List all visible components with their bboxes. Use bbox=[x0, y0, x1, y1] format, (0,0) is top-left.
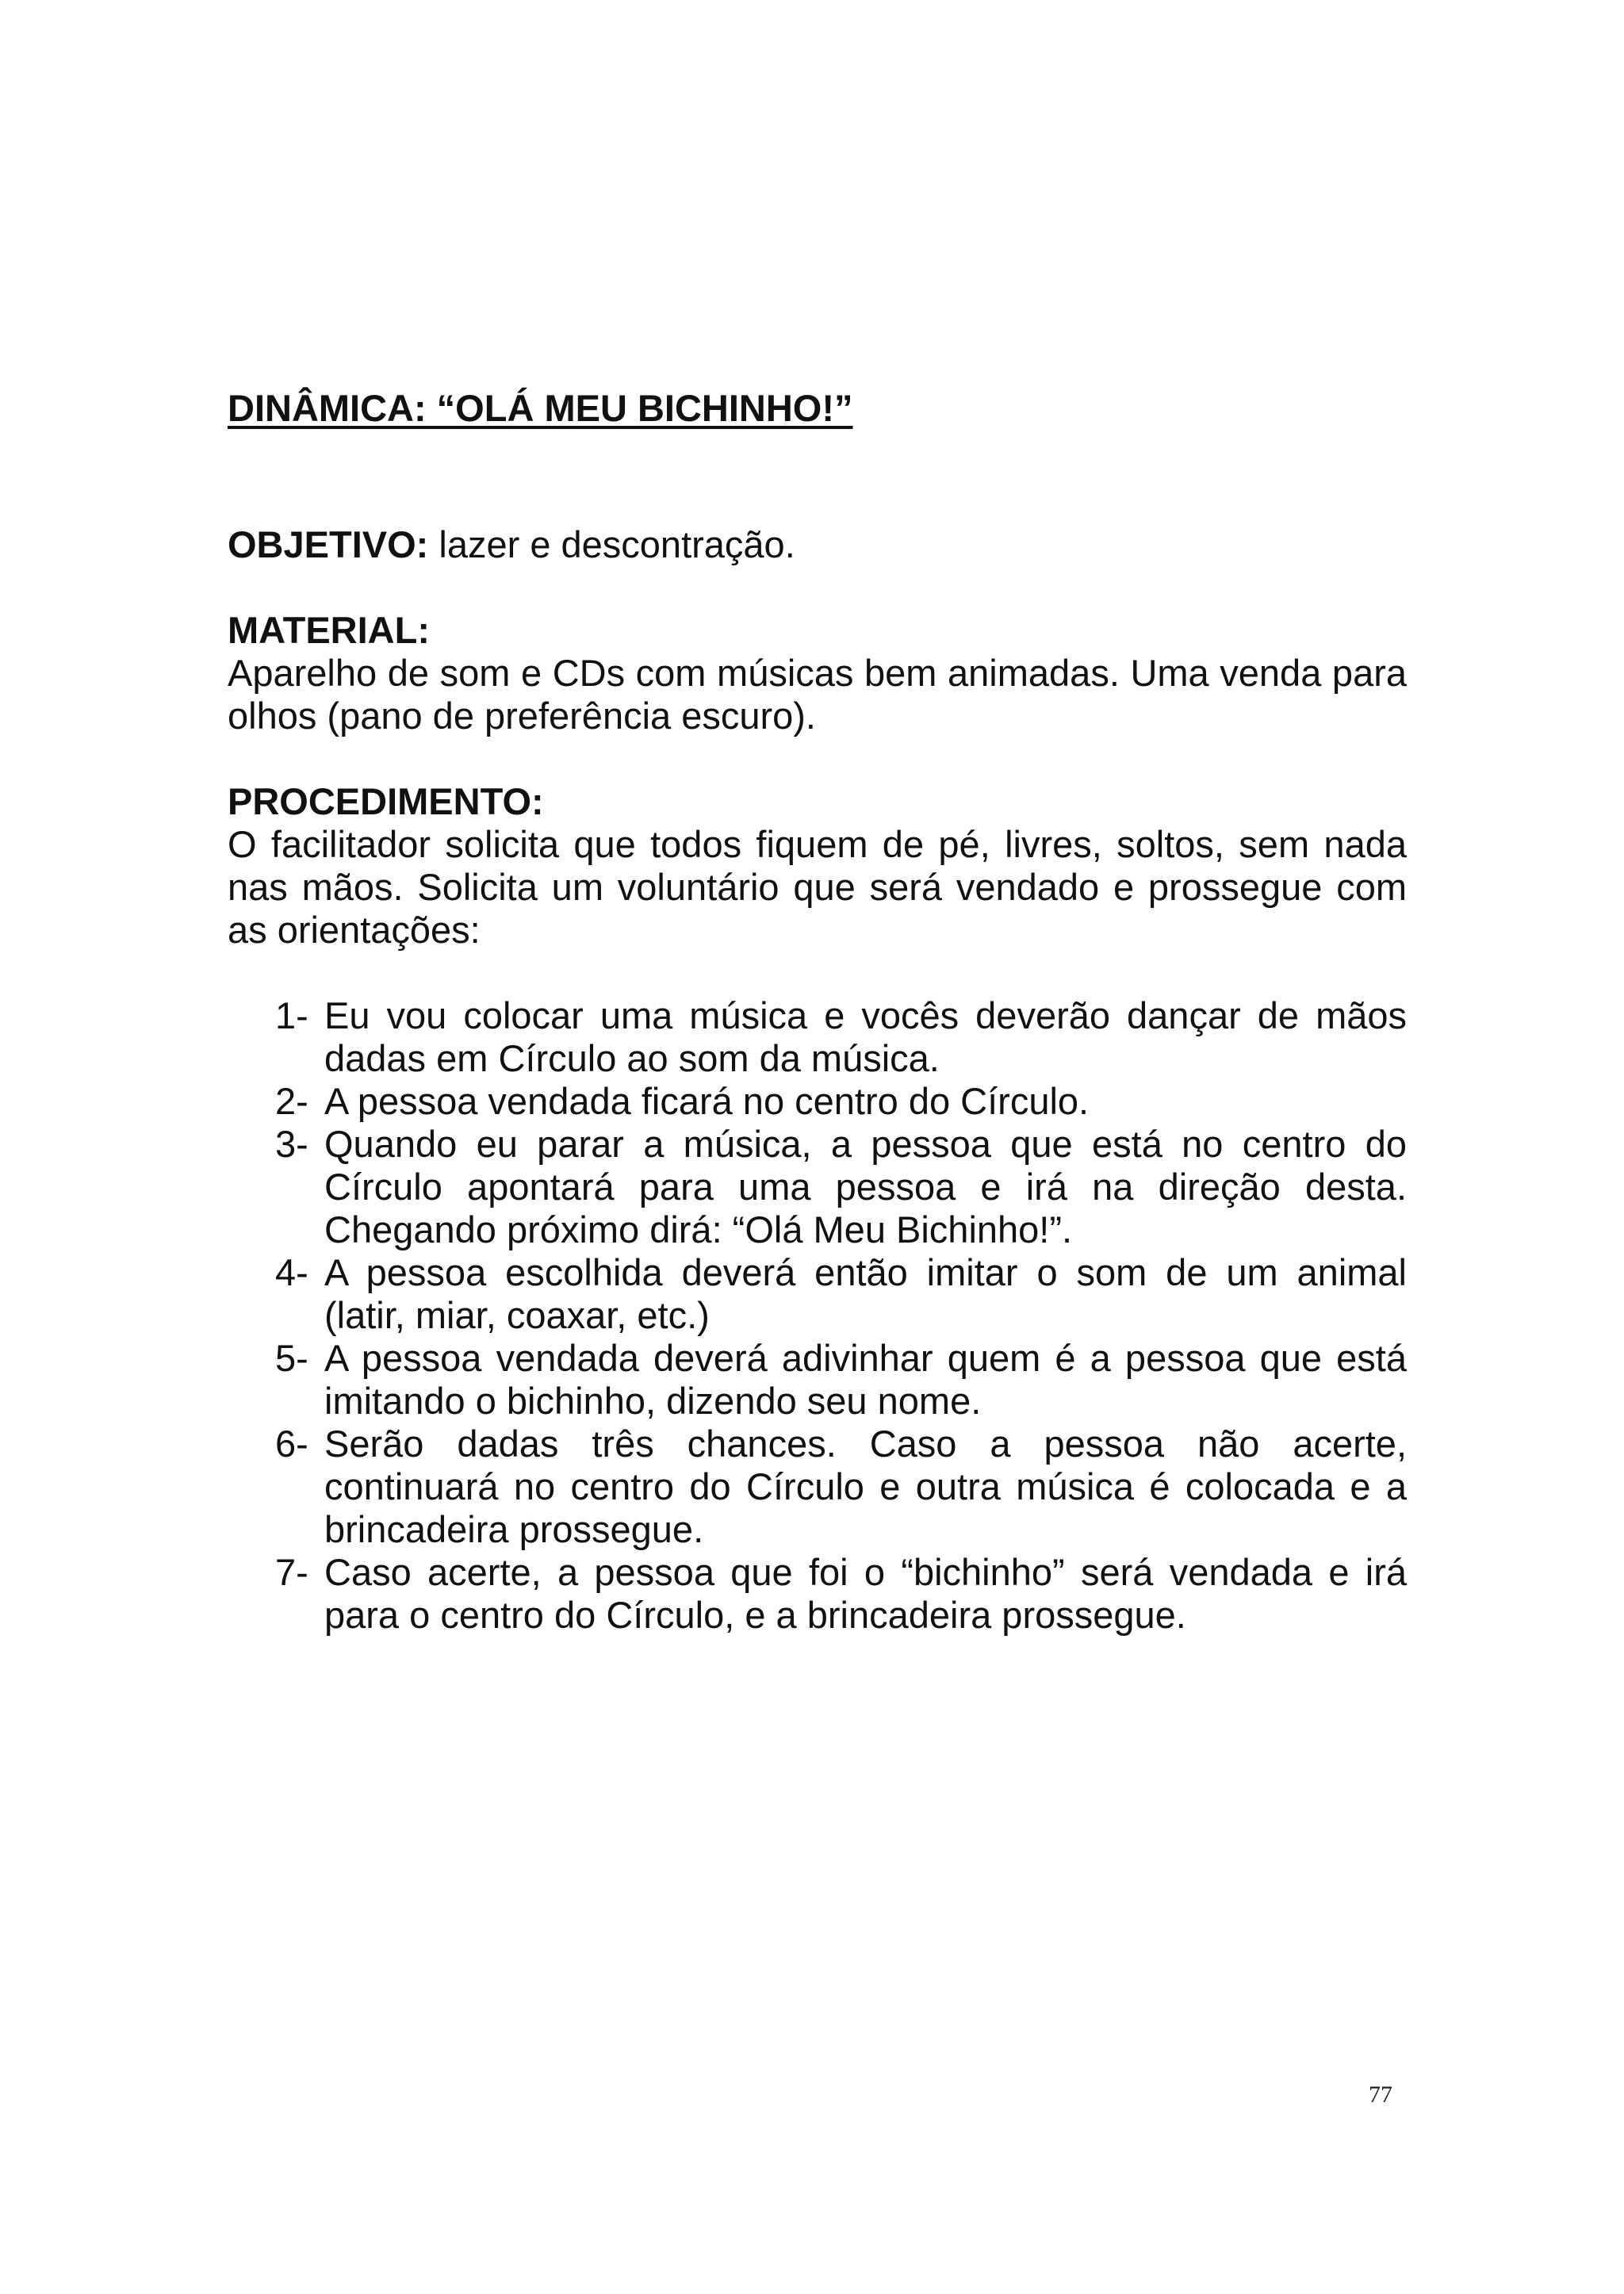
step-item-4 bbox=[228, 1251, 1407, 1337]
objective-text: lazer e descontração. bbox=[428, 523, 795, 565]
step-text: A pessoa vendada deverá adivinhar quem é a pessoa que está imitando o bichinho, dizendo seu nome. bbox=[324, 1337, 1407, 1422]
page-number: 77 bbox=[1369, 2081, 1392, 2108]
material-label: MATERIAL: bbox=[228, 609, 430, 651]
step-number: 4- bbox=[275, 1251, 308, 1293]
step-text: Serão dadas três chances. Caso a pessoa não acerte, continuará no centro do Círculo e outra música é colocada e a brincadeira prossegue. bbox=[324, 1423, 1407, 1550]
step-number: 5- bbox=[275, 1337, 308, 1379]
step-item-5 bbox=[228, 1337, 1407, 1423]
step-item-6 bbox=[228, 1423, 1407, 1551]
step-item-2 bbox=[228, 1080, 1407, 1123]
page-title: DINÂMICA: “OLÁ MEU BICHINHO!” bbox=[228, 387, 853, 429]
step-text: Caso acerte, a pessoa que foi o “bichinho” será vendada e irá para o centro do Círculo, e a brincadeira prossegue. bbox=[324, 1551, 1407, 1636]
page-content bbox=[228, 387, 1407, 1637]
step-number: 6- bbox=[275, 1423, 308, 1465]
step-text: A pessoa escolhida deverá então imitar o som de um animal (latir, miar, coaxar, etc.) bbox=[324, 1251, 1407, 1336]
material-text: Aparelho de som e CDs com músicas bem animadas. Uma venda para olhos (pano de preferência escuro). bbox=[228, 652, 1407, 737]
step-number: 3- bbox=[275, 1123, 308, 1165]
step-item-3 bbox=[228, 1123, 1407, 1251]
step-text: A pessoa vendada ficará no centro do Círculo. bbox=[324, 1080, 1090, 1122]
step-number: 7- bbox=[275, 1551, 308, 1593]
material-section bbox=[228, 609, 1407, 737]
procedure-label: PROCEDIMENTO: bbox=[228, 780, 544, 822]
step-item-7 bbox=[228, 1551, 1407, 1637]
step-text: Eu vou colocar uma música e vocês deverão dançar de mãos dadas em Círculo ao som da música. bbox=[324, 994, 1407, 1079]
objective-label: OBJETIVO: bbox=[228, 523, 429, 565]
objective-section bbox=[228, 523, 1407, 566]
procedure-text: O facilitador solicita que todos fiquem de pé, livres, soltos, sem nada nas mãos. Solicita um voluntário que será vendado e prossegue com as orientações: bbox=[228, 823, 1407, 951]
step-text: Quando eu parar a música, a pessoa que está no centro do Círculo apontará para uma pessoa e irá na direção desta. Chegando próximo dirá: “Olá Meu Bichinho!”. bbox=[324, 1123, 1407, 1250]
step-number: 2- bbox=[275, 1080, 308, 1122]
procedure-steps-list bbox=[228, 994, 1407, 1637]
step-item-1 bbox=[228, 994, 1407, 1080]
procedure-section bbox=[228, 780, 1407, 952]
step-number: 1- bbox=[275, 994, 308, 1036]
